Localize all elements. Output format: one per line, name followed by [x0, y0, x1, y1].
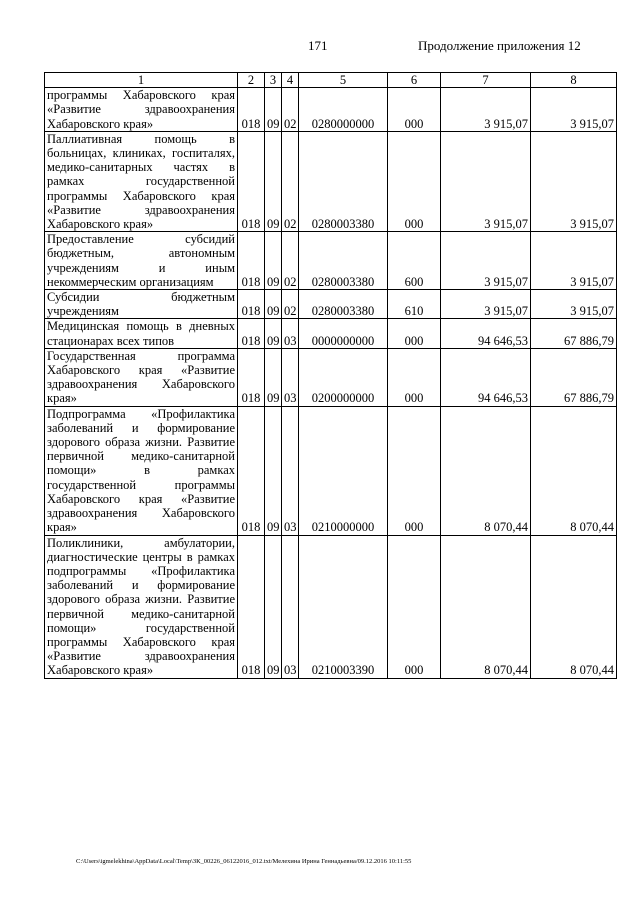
- table-header-row: [45, 73, 617, 88]
- column-header: 6: [388, 73, 441, 88]
- amount-col-8: 67 886,79: [531, 348, 617, 406]
- file-path-footer: C:\Users\igmelekhina\AppData\Local\Temp\ЗК_00226_06122016_012.txt/Мелехина Ирина Геннадьевна/09.12.2016 10:11:55: [76, 858, 412, 865]
- subsection-code: 02: [282, 88, 299, 132]
- section-code: 09: [265, 406, 282, 535]
- section-code: 09: [265, 232, 282, 290]
- expense-type-code: 000: [388, 131, 441, 231]
- ministry-code: 018: [238, 406, 265, 535]
- subsection-code: 03: [282, 535, 299, 678]
- section-code: 09: [265, 535, 282, 678]
- budget-table: [44, 72, 617, 679]
- column-header: 3: [265, 73, 282, 88]
- table-row: [45, 348, 617, 406]
- column-header: 7: [441, 73, 531, 88]
- amount-col-7: 94 646,53: [441, 348, 531, 406]
- subsection-code: 02: [282, 232, 299, 290]
- row-name: Государственная программа Хабаровского края «Развитие здравоохранения Хабаровского края»: [45, 348, 238, 406]
- amount-col-8: 8 070,44: [531, 406, 617, 535]
- section-code: 09: [265, 348, 282, 406]
- subsection-code: 02: [282, 131, 299, 231]
- amount-col-8: 8 070,44: [531, 535, 617, 678]
- row-name: Предоставление субсидий бюджетным, автономным учреждениям и иным некоммерческим организациям: [45, 232, 238, 290]
- target-article-code: 0280003380: [299, 131, 388, 231]
- row-name: Субсидии бюджетным учреждениям: [45, 290, 238, 319]
- expense-type-code: 000: [388, 535, 441, 678]
- row-name: программы Хабаровского края «Развитие здравоохранения Хабаровского края»: [45, 88, 238, 132]
- column-header: 8: [531, 73, 617, 88]
- subsection-code: 02: [282, 290, 299, 319]
- target-article-code: 0000000000: [299, 319, 388, 348]
- column-header: 5: [299, 73, 388, 88]
- target-article-code: 0280003380: [299, 232, 388, 290]
- target-article-code: 0210000000: [299, 406, 388, 535]
- target-article-code: 0200000000: [299, 348, 388, 406]
- amount-col-8: 67 886,79: [531, 319, 617, 348]
- column-header: 4: [282, 73, 299, 88]
- ministry-code: 018: [238, 232, 265, 290]
- section-code: 09: [265, 290, 282, 319]
- table-row: [45, 319, 617, 348]
- subsection-code: 03: [282, 348, 299, 406]
- amount-col-8: 3 915,07: [531, 290, 617, 319]
- section-code: 09: [265, 131, 282, 231]
- expense-type-code: 000: [388, 88, 441, 132]
- table-row: [45, 88, 617, 132]
- ministry-code: 018: [238, 535, 265, 678]
- amount-col-7: 3 915,07: [441, 88, 531, 132]
- amount-col-7: 3 915,07: [441, 131, 531, 231]
- column-header: 2: [238, 73, 265, 88]
- subsection-code: 03: [282, 406, 299, 535]
- target-article-code: 0210003390: [299, 535, 388, 678]
- section-code: 09: [265, 319, 282, 348]
- amount-col-8: 3 915,07: [531, 88, 617, 132]
- amount-col-7: 8 070,44: [441, 406, 531, 535]
- target-article-code: 0280003380: [299, 290, 388, 319]
- subsection-code: 03: [282, 319, 299, 348]
- table-row: [45, 535, 617, 678]
- amount-col-7: 3 915,07: [441, 290, 531, 319]
- table-row: [45, 406, 617, 535]
- amount-col-8: 3 915,07: [531, 131, 617, 231]
- expense-type-code: 610: [388, 290, 441, 319]
- expense-type-code: 600: [388, 232, 441, 290]
- ministry-code: 018: [238, 348, 265, 406]
- section-code: 09: [265, 88, 282, 132]
- column-header: 1: [45, 73, 238, 88]
- table-row: [45, 290, 617, 319]
- ministry-code: 018: [238, 88, 265, 132]
- ministry-code: 018: [238, 319, 265, 348]
- row-name: Медицинская помощь в дневных стационарах всех типов: [45, 319, 238, 348]
- amount-col-7: 3 915,07: [441, 232, 531, 290]
- expense-type-code: 000: [388, 319, 441, 348]
- row-name: Паллиативная помощь в больницах, клиниках, госпиталях, медико-санитарных частях в рамках государственной программы Хабаровского края «Развитие здравоохранения Хабаровского края»: [45, 131, 238, 231]
- expense-type-code: 000: [388, 348, 441, 406]
- amount-col-8: 3 915,07: [531, 232, 617, 290]
- target-article-code: 0280000000: [299, 88, 388, 132]
- row-name: Поликлиники, амбулатории, диагностические центры в рамках подпрограммы «Профилактика заболеваний и формирование здорового образа жизни. Развитие первичной медико-санитарной помощи» государственной программы Хабаровского края «Развитие здравоохранения Хабаровского края»: [45, 535, 238, 678]
- table-row: [45, 232, 617, 290]
- page-number: 171: [308, 38, 328, 53]
- row-name: Подпрограмма «Профилактика заболеваний и формирование здорового образа жизни. Развитие первичной медико-санитарной помощи» в рамках государственной программы Хабаровского края «Развитие здравоохранения Хабаровского края»: [45, 406, 238, 535]
- table-row: [45, 131, 617, 231]
- amount-col-7: 8 070,44: [441, 535, 531, 678]
- ministry-code: 018: [238, 290, 265, 319]
- amount-col-7: 94 646,53: [441, 319, 531, 348]
- appendix-continuation-label: Продолжение приложения 12: [418, 38, 581, 53]
- ministry-code: 018: [238, 131, 265, 231]
- expense-type-code: 000: [388, 406, 441, 535]
